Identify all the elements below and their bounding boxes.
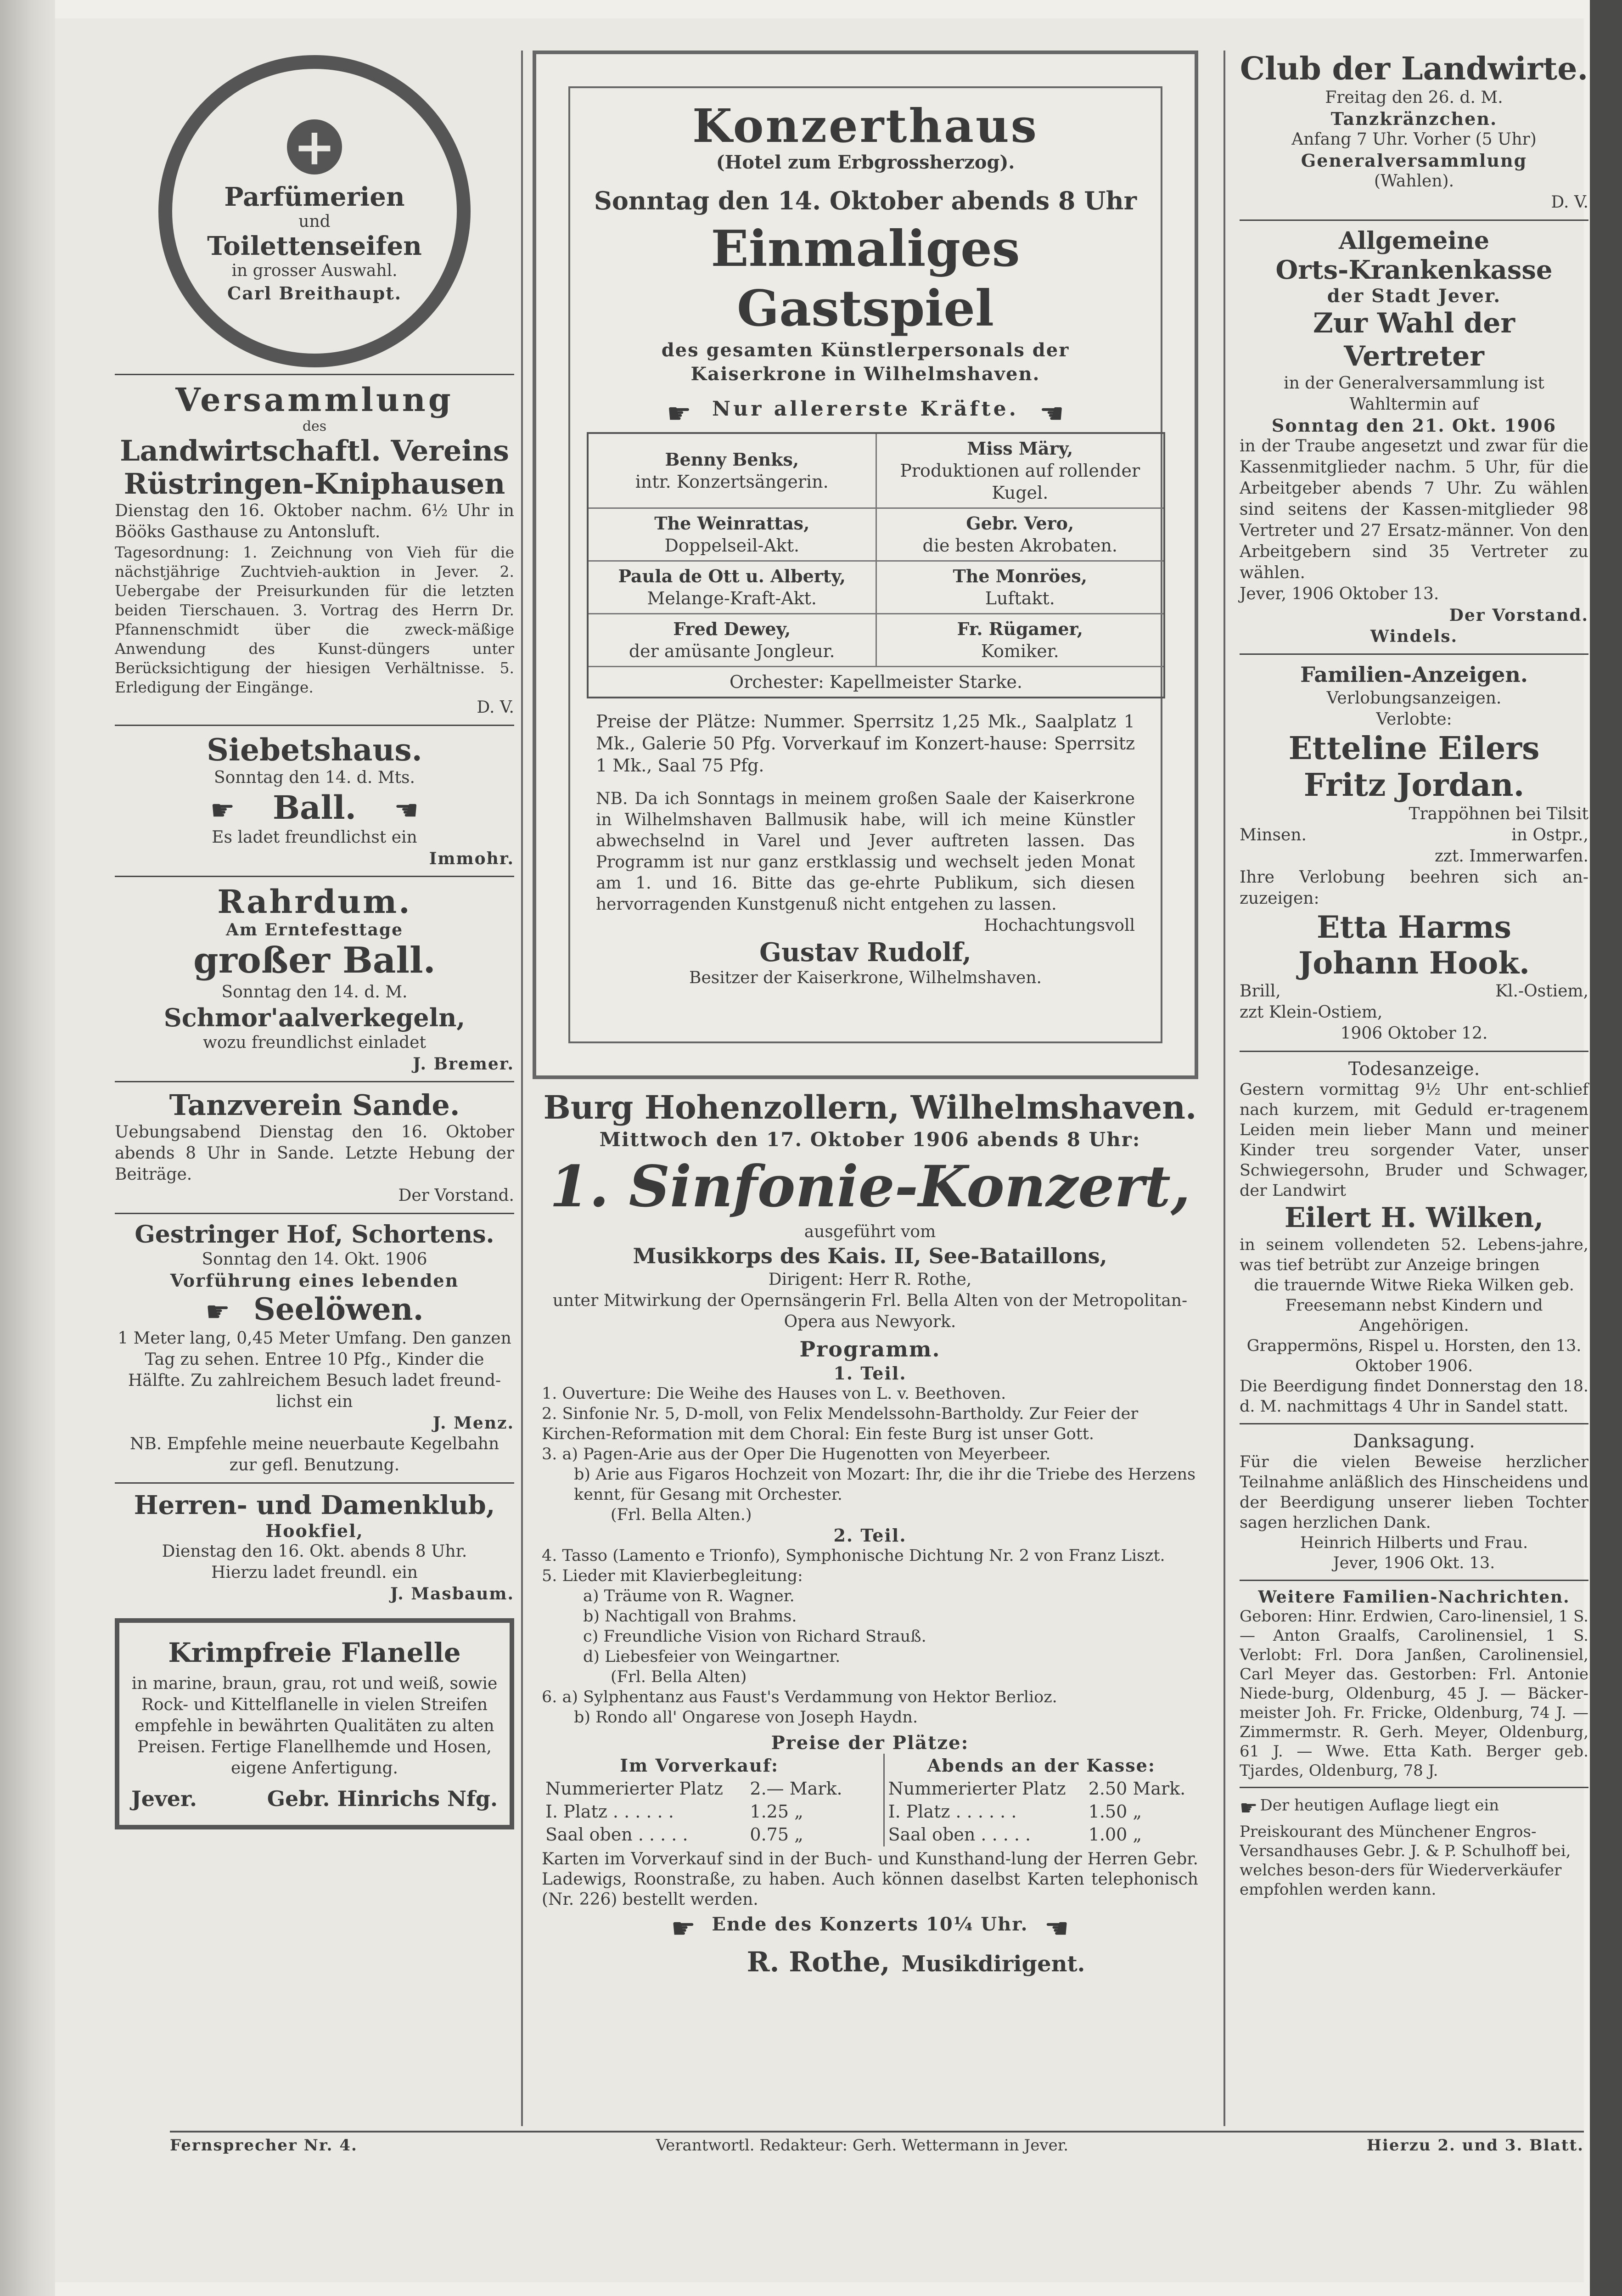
burg-mit: unter Mitwirkung der Opernsängerin Frl. Bella Alten von der Metropolitan-Opera aus Newyork. (552, 1291, 1188, 1331)
familie-title: Familien-Anzeigen. (1300, 662, 1528, 687)
footer-editor: Verantwortl. Redakteur: Gerh. Wettermann in Jever. (656, 2136, 1069, 2155)
gestringer-ad (115, 1221, 514, 1476)
performer-table (587, 432, 1165, 698)
club-sign: D. V. (1551, 193, 1588, 212)
siebetshaus-ad (115, 732, 514, 869)
rahrdum-ball: großer Ball. (193, 940, 436, 981)
program-item: d) Liebesfeier von Weingartner. (583, 1648, 841, 1666)
footer-phone: Fernsprecher Nr. 4. (170, 2136, 358, 2155)
program-item: b) Rondo all' Ongarese von Joseph Haydn. (574, 1708, 918, 1727)
table-row: I. Platz . . . . . . 1.25 „ (545, 1801, 803, 1822)
tanzverein-text: Uebungsabend Dienstag den 16. Oktober abends 8 Uhr in Sande. Letzte Hebung der Beiträge. (115, 1123, 514, 1184)
burg-karten: Karten im Vorverkauf sind in der Buch- und Kunsthand-lung der Herren Gebr. Ladewigs, Roonstraße, zu haben. Auch können daselbst Karten telephonisch (Nr. 226) bestellt werden. (542, 1850, 1198, 1909)
parfum-ad (158, 55, 471, 367)
kasse-sign: Der Vorstand. (1449, 606, 1588, 625)
footer-supplement: Hierzu 2. und 3. Blatt. (1366, 2136, 1584, 2155)
program-item: (Frl. Bella Alten) (611, 1668, 747, 1686)
herren-invite: Hierzu ladet freundl. ein (211, 1563, 418, 1582)
burg-by: ausgeführt vom (804, 1222, 936, 1241)
table-row: Paula de Ott u. Alberty, Melange-Kraft-Akt. The Monröes, Luftakt. (588, 561, 1164, 613)
column-right (1240, 51, 1588, 1899)
parfum-text: in grosser Auswahl. (231, 261, 398, 280)
program-item: 1. Ouverture: Die Weihe des Hauses von L. v. Beethoven. (542, 1384, 1006, 1403)
konzerthaus-nb: NB. Da ich Sonntags in meinem großen Saale der Kaiserkrone in Wilhelmshaven Ballmusik habe, will ich meine Künstler abwechselnd in Varel und Jever auftreten lassen. Das Programm ist nur ganz erstklassig und wechselt jeden Monat am 1. und 16. Bitte das ge-ehrte Publikum, sich diesen hervorragenden Kunstgenuß nicht entgehen zu lassen. (596, 789, 1135, 914)
table-row: Benny Benks, intr. Konzertsängerin. Miss Märy, Produktionen auf rollender Kugel. (588, 433, 1164, 508)
column-rule (1224, 51, 1225, 2126)
dank-sign: Heinrich Hilberts und Frau. (1300, 1534, 1528, 1552)
herren-ad (115, 1490, 514, 1604)
familie-verlobung: Verlobungsanzeigen. (1326, 689, 1502, 708)
table-row: Nummerierter Platz 2.50 Mark. (888, 1778, 1186, 1799)
familie-n1: Etteline Eilers (1288, 730, 1540, 767)
rahrdum-schmor: Schmor'aalverkegeln, (163, 1003, 466, 1032)
weitere-title: Weitere Familien-Nachrichten. (1258, 1587, 1570, 1607)
column-center (533, 51, 1207, 1978)
siebetshaus-date: Sonntag den 14. d. Mts. (214, 768, 415, 787)
gestringer-seal: Seelöwen. (253, 1291, 424, 1327)
konzerthaus-title: Konzerthaus (692, 99, 1038, 153)
rahrdum-date: Sonntag den 14. d. M. (221, 983, 408, 1002)
page-edge (1590, 0, 1622, 2296)
burg-teil2: 2. Teil. (833, 1525, 907, 1546)
club-event: Tanzkränzchen. (1330, 108, 1498, 129)
burg-role: Musikdirigent. (901, 1951, 1085, 1977)
price-table-abends: Abends an der Kasse: Nummerierter Platz 2.50 Mark. I. Platz . . . . . . 1.50 „ Saal oben . . . . . 1.00 „ (883, 1754, 1198, 1846)
footer (170, 2131, 1584, 2155)
dank-date: Jever, 1906 Okt. 13. (1333, 1554, 1495, 1572)
beilage-note (1240, 1795, 1588, 1899)
cross-icon: + (287, 119, 342, 174)
gestringer-title: Gestringer Hof, Schortens. (135, 1221, 494, 1249)
program-item: c) Freundliche Vision von Richard Strauß. (583, 1627, 926, 1646)
program-item: b) Nachtigall von Brahms. (583, 1607, 797, 1626)
konzerthaus-date: Sonntag den 14. Oktober abends 8 Uhr (594, 186, 1137, 215)
familie-p4: zzt. Immerwarfen. (1434, 847, 1588, 866)
tod-name: Eilert H. Wilken, (1284, 1202, 1544, 1234)
herren-title: Herren- und Damenklub, (134, 1490, 495, 1520)
familie-p8: 1906 Oktober 12. (1340, 1024, 1488, 1043)
todesanzeige-ad (1240, 1058, 1588, 1417)
burg-preise: Preise der Plätze: (771, 1732, 969, 1754)
konzerthaus-owner: Besitzer der Kaiserkrone, Wilhelmshaven. (689, 968, 1042, 987)
burg-korps: Musikkorps des Kais. II, See-Bataillons, (633, 1244, 1107, 1268)
flanelle-ad (115, 1618, 514, 1829)
gestringer-nb: NB. Empfehle meine neuerbaute Kegelbahn zur gefl. Benutzung. (129, 1435, 500, 1474)
kasse-t2: Orts-Krankenkasse (1275, 255, 1553, 285)
siebetshaus-sign: Immohr. (429, 849, 514, 868)
table-row: The Weinrattas, Doppelseil-Akt. Gebr. Vero, die besten Akrobaten. (588, 508, 1164, 561)
tanzverein-sign: Der Vorstand. (398, 1186, 514, 1205)
herren-place: Hookfiel, (265, 1520, 364, 1541)
konzerthaus-sub: (Hotel zum Erbgrossherzog). (716, 152, 1015, 173)
versammlung-des: des (302, 418, 327, 434)
book-spine (0, 0, 55, 2296)
versammlung-title: Versammlung (175, 381, 454, 419)
tanzverein-title: Tanzverein Sande. (169, 1088, 460, 1122)
kasse-t1: Allgemeine (1338, 227, 1490, 255)
rahrdum-sub: Am Erntefesttage (226, 920, 403, 940)
siebetshaus-invite: Es ladet freundlichst ein (212, 828, 417, 847)
pointing-hand-icon: ☛ (205, 1296, 230, 1328)
tod-burial: Die Beerdigung findet Donnerstag den 18. d. M. nachmittags 4 Uhr in Sandel statt. (1240, 1377, 1588, 1416)
program-item: 2. Sinfonie Nr. 5, D-moll, von Felix Mendelssohn-Bartholdy. Zur Feier der Kirchen-Reformation mit dem Choral: Ein feste Burg ist unser Gott. (542, 1405, 1139, 1443)
familie-p5: Brill, (1240, 982, 1281, 1001)
kasse-t5: in der Generalversammlung ist Wahltermin auf (1284, 374, 1544, 414)
burg-ad (533, 1088, 1207, 1978)
versammlung-ad (115, 382, 514, 718)
kasse-name: Windels. (1370, 627, 1458, 646)
program-item: 4. Tasso (Lamento e Trionfo), Symphonische Dichtung Nr. 2 von Franz Liszt. (542, 1547, 1165, 1565)
table-row: Nummerierter Platz 2.— Mark. (545, 1778, 842, 1799)
gestringer-sign: J. Menz. (432, 1413, 514, 1433)
familie-p6: Kl.-Ostiem, (1495, 982, 1588, 1001)
burg-ende: Ende des Konzerts 10¼ Uhr. (712, 1913, 1028, 1935)
konzerthaus-sign: Gustav Rudolf, (759, 937, 971, 968)
column-rule (521, 51, 523, 2126)
table-row: I. Platz . . . . . . 1.50 „ (888, 1801, 1142, 1822)
pointing-hand-icon: ☚ (1039, 397, 1064, 430)
gestringer-date: Sonntag den 14. Okt. 1906 (202, 1250, 427, 1269)
rahrdum-ad (115, 884, 514, 1075)
familien-ad (1240, 661, 1588, 1044)
siebetshaus-ball: Ball. (272, 788, 357, 827)
gestringer-text: 1 Meter lang, 0,45 Meter Umfang. Den ganzen Tag zu sehen. Entree 10 Pfg., Kinder die Hälfte. Zu zahlreichem Besuch ladet freund-lichst ein (118, 1329, 511, 1411)
table-row: Fred Dewey, der amüsante Jongleur. Fr. Rügamer, Komiker. (588, 613, 1164, 666)
parfum-und: und (298, 212, 331, 231)
familie-beehren: Ihre Verlobung beehren sich an-zuzeigen: (1240, 868, 1588, 908)
kasse-t6: Sonntag den 21. Okt. 1906 (1271, 415, 1557, 436)
kasse-text: in der Traube angesetzt und zwar für die Kassenmitglieder nachm. 5 Uhr, für die Arbeitgeber abends 7 Uhr. Zu wählen sind seitens der Kassen-mitglieder 98 Vertreter und 27 Ersatz-männer. Von den Arbeitgebern sind 35 Vertreter zu wählen. (1240, 437, 1588, 582)
kasse-t3: der Stadt Jever. (1327, 285, 1501, 307)
table-row: Saal oben . . . . . 1.00 „ (888, 1824, 1142, 1845)
verein-name: Landwirtschaftl. Vereins (120, 434, 509, 467)
kasse-date: Jever, 1906 Oktober 13. (1240, 585, 1439, 603)
program-item: a) Träume von R. Wagner. (583, 1587, 795, 1605)
parfum-subtitle: Toilettenseifen (207, 231, 422, 261)
herren-date: Dienstag den 16. Okt. abends 8 Uhr. (162, 1542, 467, 1561)
club-ad (1240, 51, 1588, 213)
program-item: 3. a) Pagen-Arie aus der Oper Die Hugenotten von Meyerbeer. (542, 1445, 1051, 1463)
dank-title: Danksagung. (1353, 1431, 1475, 1452)
tod-text2: in seinem vollendeten 52. Lebens-jahre, was tief betrübt zur Anzeige bringen (1240, 1236, 1588, 1274)
burg-sign: R. Rothe, (746, 1946, 890, 1978)
dank-text: Für die vielen Beweise herzlicher Teilnahme anläßlich des Hinscheidens und der Beerdigung unserer lieben Tochter sagen herzlichen Dank. (1240, 1453, 1588, 1532)
familie-verlobte: Verlobte: (1376, 710, 1452, 729)
pointing-hand-icon: ☛ (671, 1912, 696, 1945)
pointing-hand-icon: ☛ (1240, 1796, 1258, 1820)
burg-date: Mittwoch den 17. Oktober 1906 abends 8 Uhr: (599, 1128, 1141, 1151)
flanelle-text: in marine, braun, grau, rot und weiß, sowie Rock- und Kittelflanelle in vielen Streifen empfehle in bewährten Qualitäten zu alten Preisen. Fertige Flanellhemde und Hosen, eigene Anfertigung. (131, 1674, 498, 1778)
konzerthaus-ad (533, 51, 1198, 1079)
konzerthaus-kraefte: Nur allererste Kräfte. (712, 397, 1019, 421)
familie-p7: zzt Klein-Ostiem, (1240, 1003, 1383, 1022)
flanelle-title: Krimpfreie Flanelle (168, 1637, 461, 1668)
familie-n4: Johann Hook. (1298, 945, 1530, 981)
program-item: 6. a) Sylphentanz aus Faust's Verdammung von Hektor Berlioz. (542, 1688, 1057, 1706)
gestringer-show: Vorführung eines lebenden (170, 1270, 459, 1291)
parfum-title: Parfümerien (224, 181, 405, 212)
danksagung-ad (1240, 1431, 1588, 1573)
rahrdum-invite: wozu freundlichst einladet (203, 1033, 426, 1052)
flanelle-firm: Gebr. Hinrichs Nfg. (267, 1786, 498, 1811)
pointing-hand-icon: ☛ (667, 397, 691, 430)
flanelle-place: Jever. (131, 1786, 197, 1811)
club-title: Club der Landwirte. (1240, 51, 1588, 87)
program-item: b) Arie aus Figaros Hochzeit von Mozart: Ihr, die ihr die Triebe des Herzens kennt, für Gesang mit Orchester. (574, 1465, 1196, 1504)
club-gv: Generalversammlung (1301, 150, 1527, 171)
siebetshaus-title: Siebetshaus. (207, 732, 422, 768)
krankenkasse-ad (1240, 227, 1588, 647)
pointing-hand-icon: ☚ (1044, 1912, 1069, 1945)
pointing-hand-icon: ☚ (394, 794, 419, 827)
club-date: Freitag den 26. d. M. (1325, 88, 1503, 107)
burg-programm: Programm. (799, 1337, 941, 1362)
pointing-hand-icon: ☛ (210, 794, 235, 827)
beilage-text: Der heutigen Auflage liegt ein Preiskourant des Münchener Engros-Versandhauses Gebr. J. & P. Schulhoff bei, welches beson-ders für Wiederverkäufer empfohlen werden kann. (1240, 1796, 1571, 1899)
table-row: Saal oben . . . . . 0.75 „ (545, 1824, 803, 1845)
konzerthaus-gastspiel: Einmaliges Gastspiel (711, 220, 1020, 338)
club-time: Anfang 7 Uhr. Vorher (5 Uhr) (1291, 130, 1537, 149)
familie-p1: Trappöhnen bei Tilsit (1409, 805, 1588, 823)
tanzverein-ad (115, 1089, 514, 1206)
rahrdum-title: Rahrdum. (217, 883, 412, 921)
versammlung-sign: D. V. (477, 698, 514, 717)
price-table-vorverkauf: Im Vorverkauf: Nummerierter Platz 2.— Mark. I. Platz . . . . . . 1.25 „ Saal oben . . . . . 0.75 „ (542, 1754, 857, 1846)
parfum-firm: Carl Breithaupt. (227, 282, 402, 304)
familie-n2: Fritz Jordan. (1303, 767, 1525, 804)
orchester-line: Orchester: Kapellmeister Starke. (588, 666, 1164, 698)
konzerthaus-regards: Hochachtungsvoll (984, 916, 1135, 935)
kasse-t4: Zur Wahl der Vertreter (1313, 307, 1515, 372)
rahrdum-sign: J. Bremer. (413, 1054, 514, 1074)
burg-teil1: 1. Teil. (833, 1363, 907, 1384)
konzerthaus-preise: Preise der Plätze: Nummer. Sperrsitz 1,25 Mk., Saalplatz 1 Mk., Galerie 50 Pfg. Vorverkauf im Konzert-hause: Sperrsitz 1 Mk., Saal 75 Pfg. (596, 711, 1135, 776)
herren-sign: J. Masbaum. (390, 1584, 514, 1604)
club-wahlen: (Wahlen). (1374, 172, 1454, 191)
program-item: 5. Lieder mit Klavierbegleitung: (542, 1567, 803, 1585)
column-left (115, 51, 514, 1829)
versammlung-agenda: Tagesordnung: 1. Zeichnung von Vieh für die nächstjährige Zuchtvieh-auktion in Jever. 2. Uebergabe der Preisurkunden für die letzten beiden Tierschauen. 3. Vortrag des Herrn Dr. Pfannenschmidt über die zweck-mäßige Anwendung des Kunst-düngers unter Berücksichtigung der hiesigen Verhältnisse. 5. Erledigung der Eingänge. (115, 543, 514, 696)
program-item: (Frl. Bella Alten.) (611, 1506, 752, 1524)
table-row (588, 666, 1164, 698)
familie-p2: in Ostpr., (1511, 826, 1588, 844)
burg-dirigent: Dirigent: Herr R. Rothe, (768, 1270, 972, 1289)
verein-place: Rüstringen-Kniphausen (123, 467, 505, 501)
familie-n3: Etta Harms (1317, 909, 1511, 945)
tod-text: Gestern vormittag 9½ Uhr ent-schlief nach kurzem, mit Geduld er-tragenem Leiden mein lieber Mann und meiner Kinder treu sorgender Vater, unser Schwiegersohn, Bruder und Schwager, der Landwirt (1240, 1080, 1588, 1200)
burg-konzert: 1. Sinfonie-Konzert, (549, 1154, 1191, 1220)
familie-p3: Minsen. (1240, 826, 1307, 844)
versammlung-date: Dienstag den 16. Oktober nachm. 6½ Uhr in Bööks Gasthause zu Antonsluft. (115, 501, 514, 541)
tod-place: Grappermöns, Rispel u. Horsten, den 13. Oktober 1906. (1246, 1337, 1582, 1375)
weitere-text: Geboren: Hinr. Erdwien, Caro-linensiel, 1 S. — Anton Graalfs, Carolinensiel, 1 S. Verlobt: Frl. Dora Janßen, Carolinensiel, Carl Meyer das. Gestorben: Frl. Antonie Niede-burg, Oldenburg, 45 J. — Bäcker-meister Joh. Fr. Fricke, Oldenburg, 74 J. — Zimmermstr. R. Gerh. Meyer, Oldenburg, 61 J. — Wwe. Etta Kath. Berger geb. Tjardes, Oldenburg, 78 J. (1240, 1607, 1588, 1780)
burg-title: Burg Hohenzollern, Wilhelmshaven. (543, 1088, 1197, 1126)
weitere-ad (1240, 1587, 1588, 1780)
tod-mourn: die trauernde Witwe Rieka Wilken geb. Freesemann nebst Kindern und Angehörigen. (1254, 1276, 1574, 1335)
konzerthaus-desc: des gesamten Künstlerpersonals der Kaiserkrone in Wilhelmshaven. (661, 339, 1070, 385)
tod-title: Todesanzeige. (1348, 1058, 1480, 1080)
